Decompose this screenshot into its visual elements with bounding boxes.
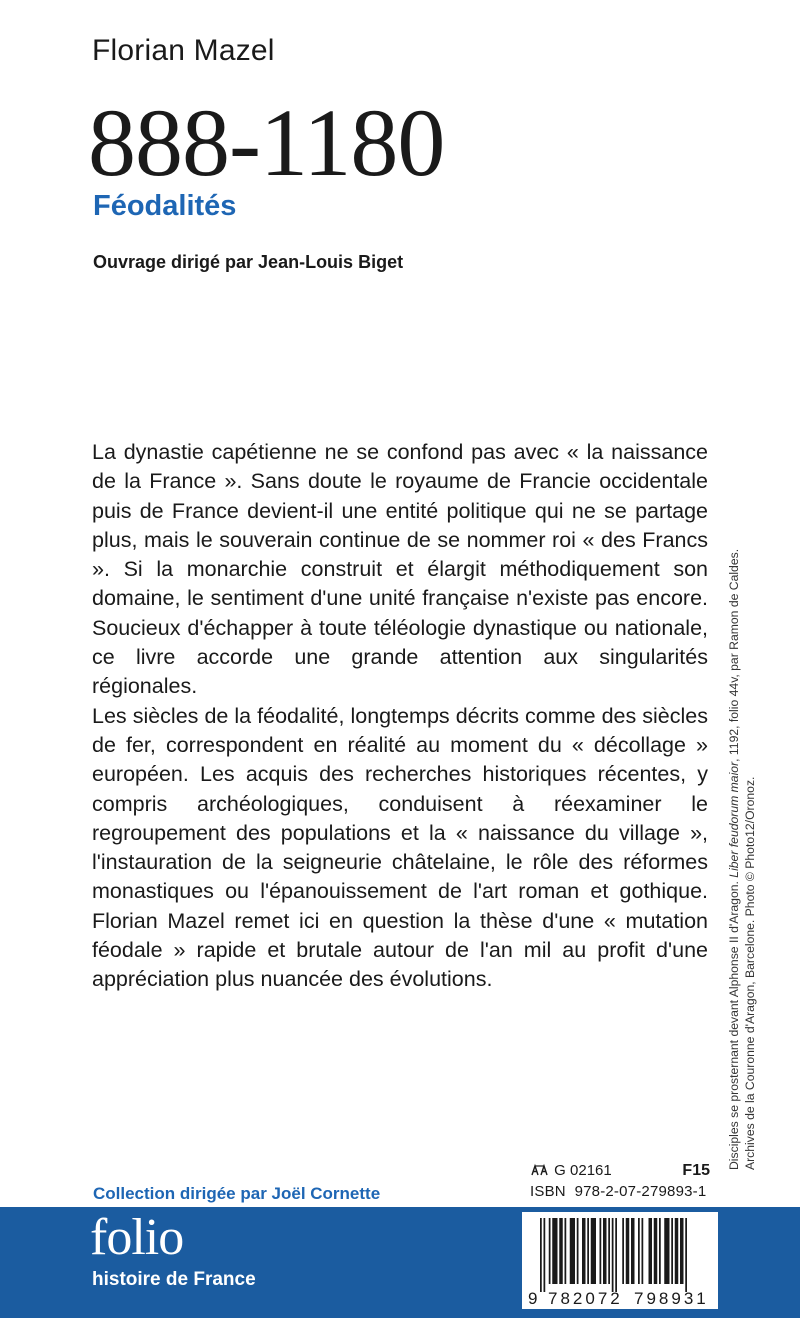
barcode-bar xyxy=(608,1218,610,1284)
barcode-bar xyxy=(570,1218,575,1284)
barcode-bar xyxy=(552,1218,557,1284)
barcode-bar xyxy=(549,1218,551,1284)
collection-director: Collection dirigée par Joël Cornette xyxy=(93,1184,381,1203)
catalog-code: G 02161 xyxy=(530,1162,612,1179)
barcode-bar xyxy=(540,1218,542,1292)
price-code: F15 xyxy=(682,1162,710,1179)
folio-logo: folio xyxy=(90,1209,184,1266)
barcode-group-1: 782072 xyxy=(548,1289,623,1308)
barcode-bar xyxy=(565,1218,567,1284)
barcode-bar xyxy=(671,1218,673,1284)
isbn-line: ISBN 978-2-07-279893-1 xyxy=(530,1183,707,1200)
barcode-bar xyxy=(685,1218,687,1292)
barcode-bar xyxy=(626,1218,630,1284)
barcode-bar xyxy=(612,1218,614,1292)
barcode-bar xyxy=(622,1218,624,1284)
barcode-bar xyxy=(544,1218,546,1292)
barcode xyxy=(522,1212,718,1309)
series-director: Ouvrage dirigé par Jean-Louis Biget xyxy=(93,252,404,272)
product-codes xyxy=(530,1162,710,1200)
book-years: 888-1180 xyxy=(88,89,445,196)
barcode-bars xyxy=(540,1218,687,1292)
blurb-paragraph-2: Les siècles de la féodalité, longtemps décrits comme des siècles de fer, correspondent en réalité au moment du « décollage » européen. Les acquis des recherches historiques récentes, y compris archéologiques, conduisent à réexaminer le regroupement des populations et la « naissance du village », l'instauration de la seigneurie châtelaine, le rôle des réformes monastiques ou l'épanouissement de l'art roman et gothique. Florian Mazel remet ici en question la thèse d'une « mutation féodale » rapide et brutale autour de l'an mil au profit d'une appréciation plus nuancée des évolutions. xyxy=(92,703,708,992)
series-name: histoire de France xyxy=(92,1269,256,1290)
barcode-bar xyxy=(631,1218,635,1284)
barcode-bar xyxy=(559,1218,563,1284)
barcode-bar xyxy=(591,1218,596,1284)
barcode-bar xyxy=(603,1218,607,1284)
barcode-bar xyxy=(654,1218,658,1284)
book-subtitle: Féodalités xyxy=(93,190,237,222)
barcode-bar xyxy=(582,1218,586,1284)
barcode-first-digit: 9 xyxy=(528,1289,538,1308)
credit-line-2: Archives de la Couronne d'Aragon, Barcelone. Photo © Photo12/Oronoz. xyxy=(743,776,757,1170)
barcode-bar xyxy=(664,1218,669,1284)
barcode-bar xyxy=(587,1218,589,1284)
barcode-bar xyxy=(638,1218,640,1284)
barcode-bar xyxy=(600,1218,602,1284)
barcode-bar xyxy=(649,1218,653,1284)
barcode-bar xyxy=(577,1218,579,1284)
credit-line-1: Disciples se prosternant devant Alphonse II d'Aragon. Liber feudorum maior, 1192, folio 44v, par Ramon de Caldes. xyxy=(727,548,741,1170)
credit-work-title: Liber feudorum maior xyxy=(727,761,741,878)
barcode-bar xyxy=(642,1218,644,1284)
barcode-group-2: 798931 xyxy=(634,1289,709,1308)
barcode-bar xyxy=(659,1218,661,1284)
author-name: Florian Mazel xyxy=(92,34,275,67)
barcode-bar xyxy=(675,1218,679,1284)
barcode-bar xyxy=(615,1218,617,1292)
blurb-paragraph-1: La dynastie capétienne ne se confond pas avec « la naissance de la France ». Sans doute le royaume de Francie occidentale puis de France devient-il une entité politique qui ne se partage plus, mais le souverain continue de se nommer roi « des Francs ». Si la monarchie construit et élargit méthodiquement son domaine, le sentiment d'une unité française n'existe pas encore. Soucieux d'échapper à toute téléologie dynastique ou nationale, ce livre accorde une grande attention aux singularités régionales. xyxy=(92,440,708,699)
gallimard-logo-icon xyxy=(530,1163,550,1177)
image-credit xyxy=(726,480,758,1170)
back-cover-blurb xyxy=(92,438,708,995)
barcode-bar xyxy=(680,1218,684,1284)
